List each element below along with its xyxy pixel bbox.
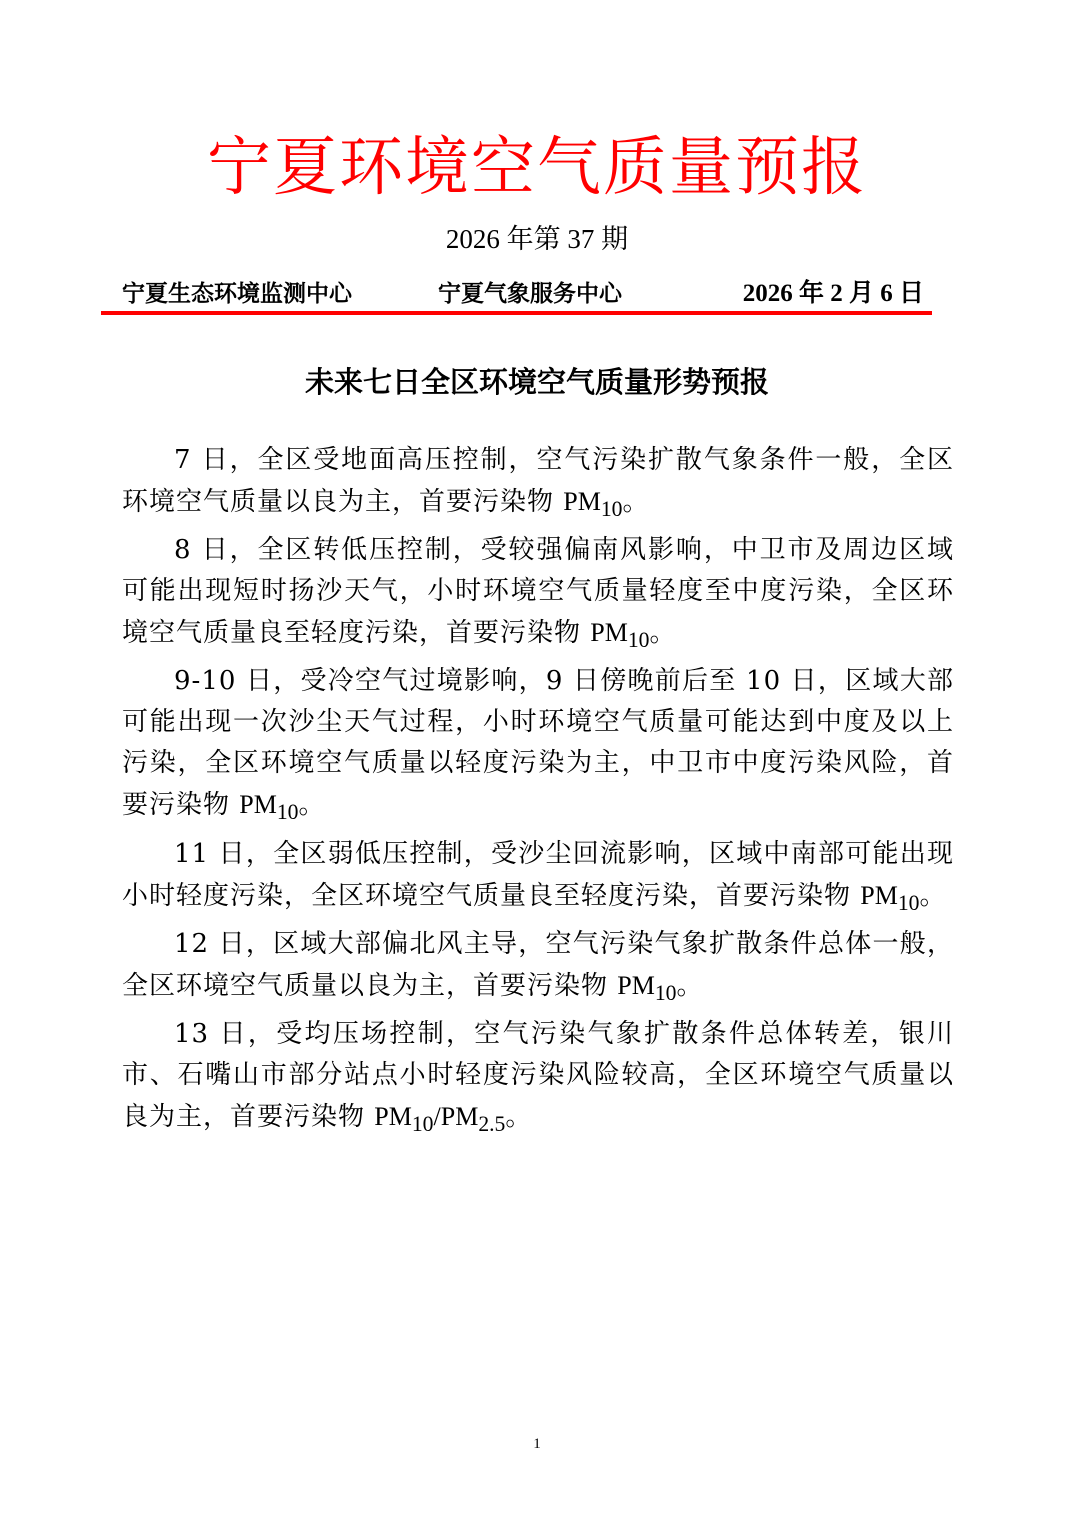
forecast-paragraph: 12 日，区域大部偏北风主导，空气污染气象扩散条件总体一般，全区环境空气质量以良为主，首要污染物 $PM_{10}$。 bbox=[122, 928, 954, 1005]
document-masthead-title: 宁夏环境空气质量预报 bbox=[207, 131, 867, 205]
forecast-paragraph: 7 日，全区受地面高压控制，空气污染扩散气象条件一般，全区环境空气质量以良为主，首要污染物 $PM_{10}$。 bbox=[122, 445, 954, 522]
issuer-row bbox=[122, 278, 924, 310]
page-number: 1 bbox=[533, 1436, 541, 1452]
header-divider bbox=[101, 311, 932, 315]
forecast-body bbox=[122, 440, 954, 1145]
forecast-paragraph: 13 日，受均压场控制，空气污染气象扩散条件总体转差，银川市、石嘴山市部分站点小时轻度污染风险较高，全区环境空气质量以良为主，首要污染物 $PM_{10}/PM_{2.5}$。 bbox=[122, 1018, 954, 1137]
forecast-paragraph: 11 日，全区弱低压控制，受沙尘回流影响，区域中南部可能出现小时轻度污染，全区环境空气质量良至轻度污染，首要污染物 $PM_{10}$。 bbox=[122, 838, 954, 915]
forecast-paragraph: 8 日，全区转低压控制，受较强偏南风影响，中卫市及周边区域可能出现短时扬沙天气，小时环境空气质量轻度至中度污染，全区环境空气质量良至轻度污染，首要污染物 $PM_{10}$。 bbox=[122, 535, 954, 653]
issuer-monitoring-center: 宁夏生态环境监测中心 bbox=[122, 281, 352, 307]
issue-number: 2026 年第 37 期 bbox=[445, 224, 629, 254]
issue-date: 2026 年 2 月 6 日 bbox=[742, 280, 924, 307]
forecast-paragraph: 9-10 日，受冷空气过境影响，9 日傍晚前后至 10 日，区域大部可能出现一次沙尘天气过程，小时环境空气质量可能达到中度及以上污染，全区环境空气质量以轻度污染为主，中卫市中度污染风险，首要污染物 $PM_{10}$。 bbox=[122, 666, 954, 825]
section-title: 未来七日全区环境空气质量形势预报 bbox=[304, 365, 769, 399]
issuer-meteorological-center: 宁夏气象服务中心 bbox=[438, 281, 622, 307]
